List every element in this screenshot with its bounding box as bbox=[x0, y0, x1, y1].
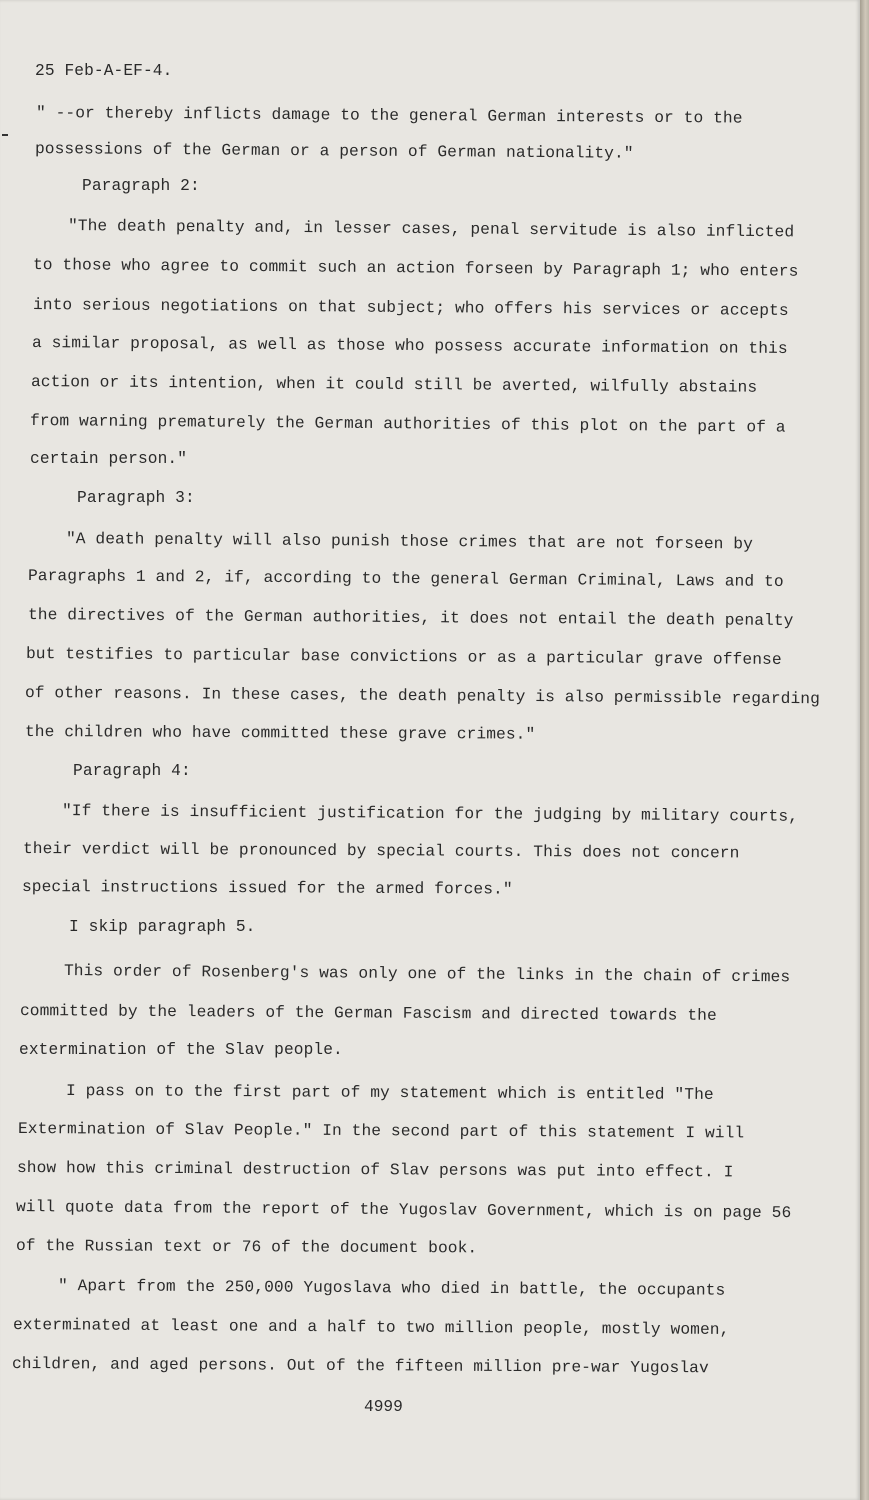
scan-edge bbox=[860, 0, 869, 1500]
text-line: extermination of the Slav people. bbox=[19, 1041, 343, 1059]
text-line: I skip paragraph 5. bbox=[69, 918, 256, 936]
paragraph-heading: Paragraph 3: bbox=[77, 489, 195, 507]
text-line: possessions of the German or a person of German nationality." bbox=[34, 140, 634, 163]
text-line: of the Russian text or 76 of the document book. bbox=[15, 1237, 478, 1258]
text-line: exterminated at least one and a half to two million people, mostly women, bbox=[12, 1316, 730, 1340]
text-line: children, and aged persons. Out of the fifteen million pre-war Yugoslav bbox=[11, 1355, 709, 1378]
text-line: the children who have committed these grave crimes." bbox=[24, 723, 536, 744]
text-line: to those who agree to commit such an action forseen by Paragraph 1; who enters bbox=[32, 256, 799, 281]
text-line: from warning prematurely the German authorities of this plot on the part of a bbox=[29, 412, 786, 437]
paragraph-heading: Paragraph 2: bbox=[82, 177, 200, 195]
text-line: "The death penalty and, in lesser cases, penal servitude is also inflicted bbox=[67, 217, 795, 242]
text-line: " Apart from the 250,000 Yugoslava who died in battle, the occupants bbox=[57, 1277, 726, 1300]
text-line: of other reasons. In these cases, the death penalty is also permissible regarding bbox=[24, 684, 820, 709]
text-line: their verdict will be pronounced by special courts. This does not concern bbox=[22, 840, 740, 863]
text-line: committed by the leaders of the German Fascism and directed towards the bbox=[19, 1002, 717, 1025]
page-number: 4999 bbox=[364, 1398, 403, 1416]
text-line: a similar proposal, as well as those who possess accurate information on this bbox=[31, 334, 788, 358]
text-line: "If there is insufficient justification for the judging by military courts, bbox=[61, 802, 799, 826]
text-line: I pass on to the first part of my statement which is entitled "The bbox=[65, 1082, 714, 1104]
text-line: show how this criminal destruction of Slav persons was put into effect. I bbox=[16, 1159, 734, 1182]
text-line: action or its intention, when it could still be averted, wilfully abstains bbox=[30, 373, 758, 397]
paragraph-heading: Paragraph 4: bbox=[73, 762, 191, 780]
margin-mark bbox=[2, 134, 8, 136]
text-line: Extermination of Slav People." In the second part of this statement I will bbox=[17, 1120, 745, 1143]
text-line: the directives of the German authorities, it does not entail the death penalty bbox=[27, 606, 794, 631]
text-line: certain person." bbox=[30, 450, 188, 468]
text-line: This order of Rosenberg's was only one of the links in the chain of crimes bbox=[63, 962, 791, 987]
text-line: into serious negotiations on that subject; who offers his services or accepts bbox=[32, 296, 789, 320]
text-line: "A death penalty will also punish those crimes that are not forseen by bbox=[65, 530, 754, 554]
text-line: special instructions issued for the armed forces." bbox=[21, 878, 513, 899]
text-line: Paragraphs 1 and 2, if, according to the general German Criminal, Laws and to bbox=[27, 567, 784, 591]
text-line: " --or thereby inflicts damage to the general German interests or to the bbox=[35, 104, 743, 128]
page-header: 25 Feb-A-EF-4. bbox=[35, 62, 173, 80]
text-line: but testifies to particular base convictions or as a particular grave offense bbox=[25, 645, 782, 669]
text-line: will quote data from the report of the Yugoslav Government, which is on page 56 bbox=[15, 1198, 792, 1223]
